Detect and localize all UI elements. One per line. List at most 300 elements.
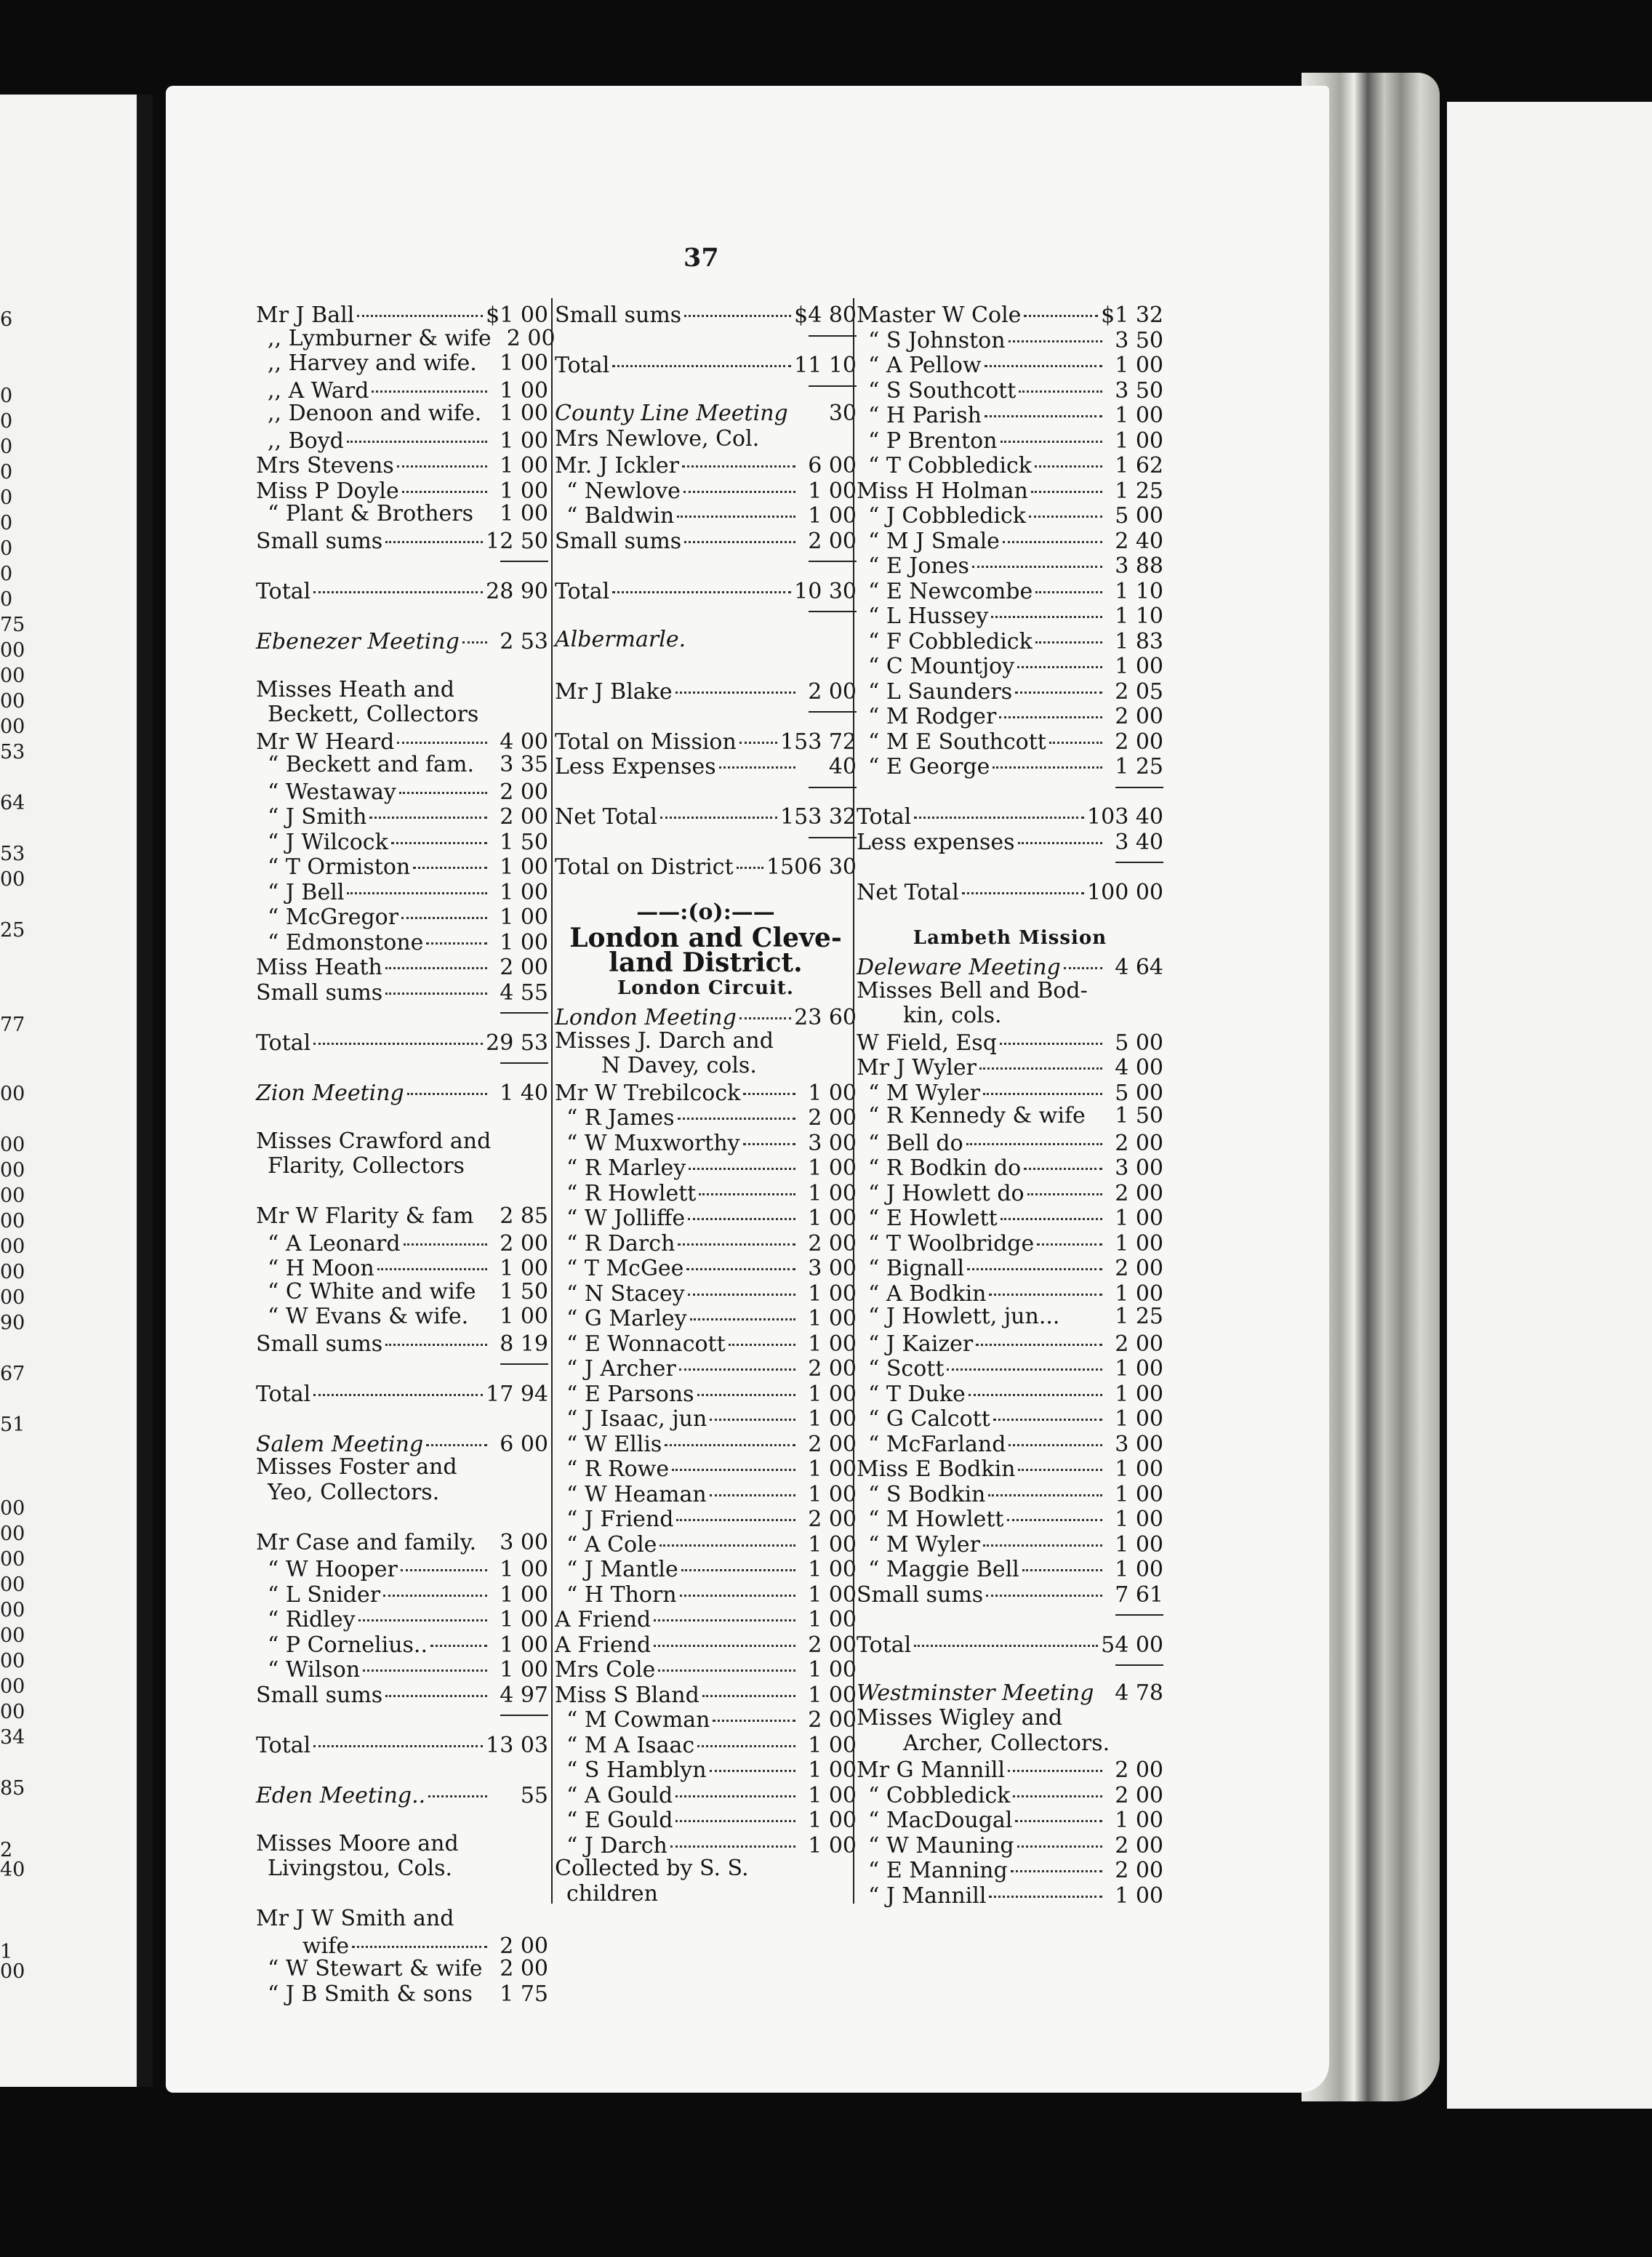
entry-label: “ A Pellow <box>868 353 982 378</box>
entry-amount: 55 <box>520 1782 548 1808</box>
leader-dots <box>739 995 791 1019</box>
entry-amount: 1 00 <box>808 1757 857 1783</box>
entry-amount: 1 00 <box>1115 1507 1163 1532</box>
leader-dots <box>991 594 1102 618</box>
entry-amount: 1506 30 <box>766 854 857 880</box>
entry-label: “ Plant & Brothers <box>268 501 474 526</box>
column-3 <box>857 298 1163 1909</box>
facing-page-fragment: 0 <box>0 461 13 484</box>
ledger-entry <box>256 1603 548 1632</box>
leader-dots <box>988 1472 1102 1496</box>
column-rule <box>551 298 553 1904</box>
entry-label: “ R Howlett <box>566 1180 697 1206</box>
entry-label: “ McFarland <box>868 1431 1006 1457</box>
entry-label: “ M Wyler <box>868 1080 980 1106</box>
entry-label: “ R Kennedy & wife <box>868 1103 1086 1128</box>
facing-page-fragment: 75 <box>0 614 25 636</box>
entry-label: “ W Jolliffe <box>566 1206 686 1231</box>
leader-dots <box>665 1422 795 1446</box>
entry-amount: 1 00 <box>808 1331 857 1357</box>
leader-dots <box>762 419 854 441</box>
leader-dots <box>710 1397 795 1421</box>
ledger-entry <box>857 1126 1163 1156</box>
leader-dots <box>1037 1222 1102 1246</box>
entry-label: Deleware Meeting <box>857 955 1061 980</box>
entry-label: Small sums <box>555 302 682 328</box>
leader-dots <box>1031 469 1102 493</box>
spacer <box>256 599 548 625</box>
ledger-entry <box>857 348 1163 378</box>
entry-amount: 17 94 <box>486 1381 548 1407</box>
entry-amount: 1 00 <box>1115 1406 1163 1432</box>
leader-dots <box>675 670 795 694</box>
entry-amount: 1 00 <box>1115 428 1163 454</box>
entry-label: “ P Brenton <box>868 428 998 454</box>
entry-label: Misses J. Darch and <box>555 1027 774 1054</box>
facing-page-fragment: 64 <box>0 792 25 814</box>
entry-amount: 2 00 <box>808 1105 857 1131</box>
entry-label: Miss P Doyle <box>256 478 399 504</box>
background-paper <box>1447 102 1652 2109</box>
entry-label: “ T Cobbledick <box>868 453 1032 478</box>
entry-label: “ C Mountjoy <box>868 654 1015 679</box>
leader-dots <box>479 1272 487 1294</box>
entry-label: “ L Saunders <box>868 678 1013 705</box>
entry-amount: 2 00 <box>500 1956 548 1981</box>
ledger-entry <box>555 1051 857 1076</box>
entry-amount: 2 00 <box>808 1707 857 1733</box>
leader-dots <box>462 620 487 644</box>
entry-label: “ Westaway <box>268 779 396 805</box>
entry-amount: 1 00 <box>500 854 548 880</box>
facing-page-fragment: 00 <box>0 1261 25 1283</box>
entry-label: “ R Bodkin do <box>868 1155 1022 1181</box>
leader-dots <box>914 795 1084 819</box>
entry-label: “ E Manning <box>868 1858 1008 1883</box>
entry-label: “ L Snider <box>268 1581 381 1608</box>
leader-dots <box>484 393 487 415</box>
spacer <box>857 900 1163 926</box>
entry-label: “ Beckett and fam. <box>268 752 474 777</box>
entry-label: “ M Howlett <box>868 1507 1004 1532</box>
leader-dots <box>658 1648 795 1672</box>
entry-label: “ Bell do <box>868 1130 963 1156</box>
ledger-entry <box>256 1979 548 2005</box>
leader-dots <box>972 544 1102 568</box>
entry-label: “ J Isaac, jun <box>566 1406 707 1432</box>
ledger-entry <box>256 1728 548 1758</box>
leader-dots <box>1112 1723 1160 1745</box>
entry-label: “ M Rodger <box>868 704 997 729</box>
entry-amount: 2 00 <box>808 1431 857 1457</box>
entry-label: Mrs Newlove, Col. <box>555 425 760 452</box>
entry-amount: 40 <box>828 754 857 779</box>
entry-amount: 1 00 <box>500 879 548 905</box>
entry-amount: 1 00 <box>500 1557 548 1582</box>
leader-dots <box>1017 1824 1102 1848</box>
entry-amount: 2 00 <box>808 528 857 554</box>
leader-dots <box>682 444 795 468</box>
ledger-entry <box>256 524 548 554</box>
meeting-entry <box>256 1779 548 1808</box>
leader-dots <box>675 1773 795 1797</box>
entry-amount: 1 00 <box>500 428 548 454</box>
leader-dots <box>688 1196 795 1220</box>
leader-dots <box>1091 971 1160 993</box>
leader-dots <box>683 469 795 493</box>
entry-label: “ T Woolbridge <box>868 1230 1035 1256</box>
entry-label: Eden Meeting.. <box>256 1782 426 1808</box>
entry-label: “ J Howlett do <box>868 1180 1025 1206</box>
entry-label: “ T Ormiston <box>268 854 411 880</box>
entry-amount: 1 00 <box>808 1682 857 1708</box>
entry-label: “ W Muxworthy <box>566 1130 740 1156</box>
entry-label: children <box>566 1880 658 1907</box>
leader-dots <box>993 1397 1102 1421</box>
entry-amount: 2 53 <box>500 628 548 654</box>
entry-amount: 1 00 <box>500 377 548 404</box>
leader-dots <box>729 1322 795 1346</box>
facing-page-fragment: 0 <box>0 385 13 407</box>
leader-dots <box>471 1296 487 1318</box>
leader-dots <box>966 1121 1102 1145</box>
leader-dots <box>675 1798 795 1822</box>
entry-label: “ McGregor <box>268 905 399 930</box>
entry-label: Total <box>857 1632 912 1658</box>
entry-amount: 1 00 <box>808 503 857 529</box>
entry-amount: 2 00 <box>506 325 556 351</box>
entry-label: Miss S Bland <box>555 1682 699 1708</box>
leader-dots <box>1015 670 1102 694</box>
leader-dots <box>313 1372 483 1396</box>
entry-label: Misses Heath and <box>256 676 454 702</box>
entry-amount: 2 00 <box>1115 1782 1163 1808</box>
entry-amount: 2 00 <box>1115 1832 1163 1859</box>
leader-dots <box>1000 1021 1102 1045</box>
facing-page-fragment: 0 <box>0 563 13 585</box>
entry-label: “ N Stacey <box>566 1280 685 1307</box>
facing-page-fragment: 00 <box>0 1497 25 1520</box>
ledger-entry <box>857 449 1163 478</box>
ledger-entry <box>256 324 556 351</box>
leader-dots <box>985 393 1102 417</box>
entry-amount: 1 00 <box>1115 1206 1163 1231</box>
entry-label: Mr J W Smith and <box>256 1906 454 1931</box>
entry-label: “ Scott <box>868 1356 945 1382</box>
ledger-entry <box>256 1151 548 1179</box>
entry-label: Misses Foster and <box>256 1454 457 1480</box>
page-number: 37 <box>683 243 719 273</box>
entry-label: “ Maggie Bell <box>868 1557 1019 1582</box>
entry-label: Mr J Ball <box>256 302 355 328</box>
entry-label: Total <box>555 578 610 604</box>
entry-label: Livingstou, Cols. <box>268 1856 453 1881</box>
entry-label: Westminster Meeting <box>857 1680 1094 1706</box>
facing-page-fragment: 51 <box>0 1414 25 1436</box>
facing-page-fragment: 00 <box>0 665 25 687</box>
entry-amount: 2 00 <box>808 1356 857 1382</box>
leader-dots <box>713 1698 795 1722</box>
entry-amount: 1 00 <box>500 1581 548 1608</box>
entry-label: Flarity, Collectors <box>268 1153 465 1179</box>
entry-label: Less expenses <box>857 829 1015 855</box>
leader-dots <box>660 795 777 819</box>
leader-dots <box>397 444 487 468</box>
leader-dots <box>737 845 763 869</box>
entry-amount: 2 00 <box>500 804 548 830</box>
spacer <box>256 1502 548 1528</box>
facing-page-fragment: 53 <box>0 843 25 865</box>
entry-label: “ Wilson <box>268 1657 361 1683</box>
facing-page-fragment: 0 <box>0 512 13 534</box>
leader-dots <box>460 1447 545 1469</box>
facing-page-fragment: 00 <box>0 1701 25 1723</box>
total-rule <box>256 1051 548 1076</box>
entry-label: Miss E Bodkin <box>857 1456 1016 1482</box>
ledger-entry <box>256 900 548 930</box>
leader-dots <box>455 1848 545 1870</box>
entry-amount: 1 00 <box>1115 1381 1163 1407</box>
entry-label: Mr Case and family. <box>256 1529 477 1555</box>
entry-label: “ Bignall <box>868 1256 965 1281</box>
entry-amount: 4 00 <box>500 729 548 755</box>
leader-dots <box>476 1974 487 1996</box>
meeting-entry <box>256 625 548 654</box>
entry-label: Small sums <box>256 528 383 554</box>
leader-dots <box>983 1523 1102 1547</box>
entry-label: Master W Cole <box>857 302 1022 328</box>
entry-label: “ T McGee <box>566 1256 684 1281</box>
section-heading: London and Cleve- <box>569 922 842 953</box>
entry-amount: 1 00 <box>808 1808 857 1833</box>
entry-label: “ M E Southcott <box>868 729 1046 755</box>
entry-label: “ C White and wife <box>268 1278 476 1304</box>
entry-amount: 153 72 <box>780 729 857 755</box>
entry-amount: 1 00 <box>808 1481 857 1507</box>
entry-amount: 2 00 <box>1115 1256 1163 1281</box>
entry-label: Collected by S. S. <box>555 1856 749 1881</box>
leader-dots <box>690 1296 795 1320</box>
entry-amount: 1 00 <box>1115 403 1163 428</box>
spacer <box>555 875 857 901</box>
leader-dots <box>999 694 1102 718</box>
entry-label: “ W Ellis <box>566 1431 662 1457</box>
leader-dots <box>684 519 795 543</box>
ledger-entry <box>256 298 548 328</box>
entry-label: “ A Bodkin <box>868 1280 987 1307</box>
leader-dots <box>1035 569 1102 593</box>
ledger-entry <box>857 549 1163 579</box>
section-heading: ——:(o):—— <box>636 899 775 925</box>
entry-label: Total <box>857 804 912 830</box>
entry-amount: 1 00 <box>808 1155 857 1181</box>
entry-amount: 1 00 <box>1115 1883 1163 1909</box>
leader-dots <box>710 1748 795 1772</box>
entry-label: Mr W Trebilcock <box>555 1080 741 1106</box>
leader-dots <box>372 369 487 393</box>
entry-label: “ W Heaman <box>566 1481 707 1507</box>
entry-label: Total <box>555 353 610 378</box>
leader-dots <box>1001 419 1103 443</box>
entry-label: “ J Friend <box>566 1507 674 1532</box>
entry-label: Mr W Heard <box>256 729 395 755</box>
entry-amount: 2 40 <box>1115 528 1163 554</box>
facing-page-fragment: 00 <box>0 1159 25 1182</box>
entry-label: “ A Cole <box>566 1531 657 1558</box>
entry-label: “ J Mantle <box>566 1557 678 1582</box>
facing-page-fragment: 0 <box>0 436 13 458</box>
facing-page-fragment: 00 <box>0 1286 25 1309</box>
entry-amount: 4 00 <box>1115 1055 1163 1081</box>
entry-label: “ S Bodkin <box>868 1481 986 1507</box>
ledger-entry <box>555 574 857 604</box>
leader-dots <box>752 1848 854 1870</box>
leader-dots <box>739 720 777 744</box>
ledger-entry <box>256 725 548 755</box>
ledger-entry <box>555 850 857 880</box>
facing-page-fragment: 0 <box>0 588 13 611</box>
entry-amount: 2 05 <box>1115 678 1163 705</box>
entry-label: “ J Mannill <box>868 1883 987 1909</box>
leader-dots <box>1024 293 1098 317</box>
ledger-entry <box>857 1753 1163 1783</box>
ledger-entry <box>857 1628 1163 1658</box>
entry-amount: 3 40 <box>1115 829 1163 855</box>
leader-dots <box>947 1347 1102 1371</box>
entry-amount: 100 00 <box>1087 879 1163 905</box>
leader-dots <box>985 343 1102 367</box>
entry-amount: 2 00 <box>808 1230 857 1256</box>
leader-dots <box>1013 1773 1102 1797</box>
ledger-entry <box>555 1101 857 1131</box>
entry-amount: 6 00 <box>808 453 857 478</box>
entry-amount: 153 32 <box>780 804 857 830</box>
entry-label: Total <box>256 1732 311 1758</box>
leader-dots <box>313 1723 483 1747</box>
leader-dots <box>612 343 791 367</box>
leader-dots <box>989 1874 1102 1898</box>
entry-amount: 1 00 <box>500 350 548 376</box>
entry-amount: 12 50 <box>486 528 548 554</box>
column-rule <box>853 298 854 1904</box>
leader-dots <box>661 1874 854 1896</box>
leader-dots <box>1009 318 1102 342</box>
entry-amount: 29 53 <box>486 1030 548 1056</box>
leader-dots <box>677 494 795 518</box>
ledger-entry <box>256 374 548 404</box>
book-gutter <box>137 95 153 2087</box>
entry-label: Total on Mission <box>555 729 737 755</box>
ledger-entry <box>256 1377 548 1407</box>
leader-dots <box>676 1497 795 1521</box>
entry-amount: 2 00 <box>1115 729 1163 755</box>
leader-dots <box>684 293 791 317</box>
entry-amount: 8 19 <box>500 1331 548 1357</box>
ledger-entry <box>555 725 857 755</box>
leader-dots <box>697 1723 795 1747</box>
facing-page-fragment: 90 <box>0 1312 25 1334</box>
leader-dots <box>719 745 795 769</box>
entry-amount: 2 00 <box>808 1507 857 1532</box>
leader-dots <box>654 1623 795 1647</box>
facing-page-fragment: 00 <box>0 1083 25 1105</box>
entry-label: N Davey, cols. <box>601 1053 757 1078</box>
ledger-entry <box>256 1478 548 1503</box>
entry-label: ,, Denoon and wife. <box>268 401 482 426</box>
entry-label: Mr. J Ickler <box>555 453 679 478</box>
facing-page-fragment: 00 <box>0 1624 25 1647</box>
leader-dots <box>969 1372 1102 1396</box>
entry-amount: 2 00 <box>500 1933 548 1959</box>
leader-dots <box>397 720 487 744</box>
ledger-entry <box>857 1201 1163 1231</box>
entry-amount: 4 97 <box>500 1682 548 1708</box>
facing-page-fragment: 00 <box>0 1675 25 1698</box>
ledger-entry <box>857 649 1163 679</box>
entry-amount: 2 00 <box>808 678 857 705</box>
entry-label: “ H Parish <box>868 403 982 428</box>
entry-label: “ E Newcombe <box>868 578 1033 604</box>
entry-label: “ G Marley <box>566 1306 687 1331</box>
entry-label: “ Cobbledick <box>868 1782 1011 1808</box>
entry-amount: 23 60 <box>794 1005 857 1030</box>
leader-dots <box>688 1272 795 1296</box>
entry-amount: 30 <box>828 401 857 426</box>
leader-dots <box>612 569 791 593</box>
leader-dots <box>401 895 487 919</box>
entry-amount: 1 50 <box>500 1278 548 1304</box>
entry-label: Albermarle. <box>555 626 686 652</box>
leader-dots <box>357 293 483 317</box>
leader-dots <box>689 1146 795 1170</box>
leader-dots <box>385 971 487 995</box>
section-heading: Lambeth Mission <box>913 926 1107 949</box>
entry-label: “ W Hooper <box>268 1557 398 1582</box>
leader-dots <box>391 820 487 844</box>
leader-dots <box>480 343 487 365</box>
entry-label: “ W Evans & wife. <box>268 1304 469 1329</box>
entry-amount: 1 00 <box>808 1180 857 1206</box>
ledger-entry <box>857 599 1163 629</box>
entry-label: “ F Cobbledick <box>868 628 1032 654</box>
entry-amount: 2 00 <box>1115 704 1163 729</box>
entry-label: Small sums <box>256 1331 383 1357</box>
ledger-entry <box>555 1452 857 1482</box>
ledger-entry <box>857 1151 1163 1181</box>
entry-amount: 54 00 <box>1101 1632 1163 1658</box>
entry-amount: $1 32 <box>1101 302 1163 328</box>
entry-label: “ S Hamblyn <box>566 1757 707 1783</box>
entry-amount: 4 55 <box>500 979 548 1006</box>
meeting-entry <box>555 625 857 650</box>
leader-dots <box>1088 1096 1102 1118</box>
entry-amount: 1 00 <box>1115 353 1163 378</box>
entry-label: “ A Leonard <box>268 1230 401 1256</box>
leader-dots <box>1035 444 1102 468</box>
leader-dots <box>385 945 487 969</box>
entry-amount: 6 00 <box>500 1431 548 1457</box>
entry-amount: 1 00 <box>500 478 548 504</box>
entry-amount: 1 50 <box>500 829 548 855</box>
leader-dots <box>347 419 487 443</box>
leader-dots <box>477 745 487 766</box>
facing-page-fragment: 6 <box>0 308 13 331</box>
entry-amount: 3 35 <box>500 752 548 777</box>
entry-label: Miss Heath <box>256 955 382 980</box>
leader-dots <box>979 1046 1102 1070</box>
entry-label: ,, Lymburner & wife <box>268 325 492 351</box>
entry-amount: 3 00 <box>808 1130 857 1156</box>
